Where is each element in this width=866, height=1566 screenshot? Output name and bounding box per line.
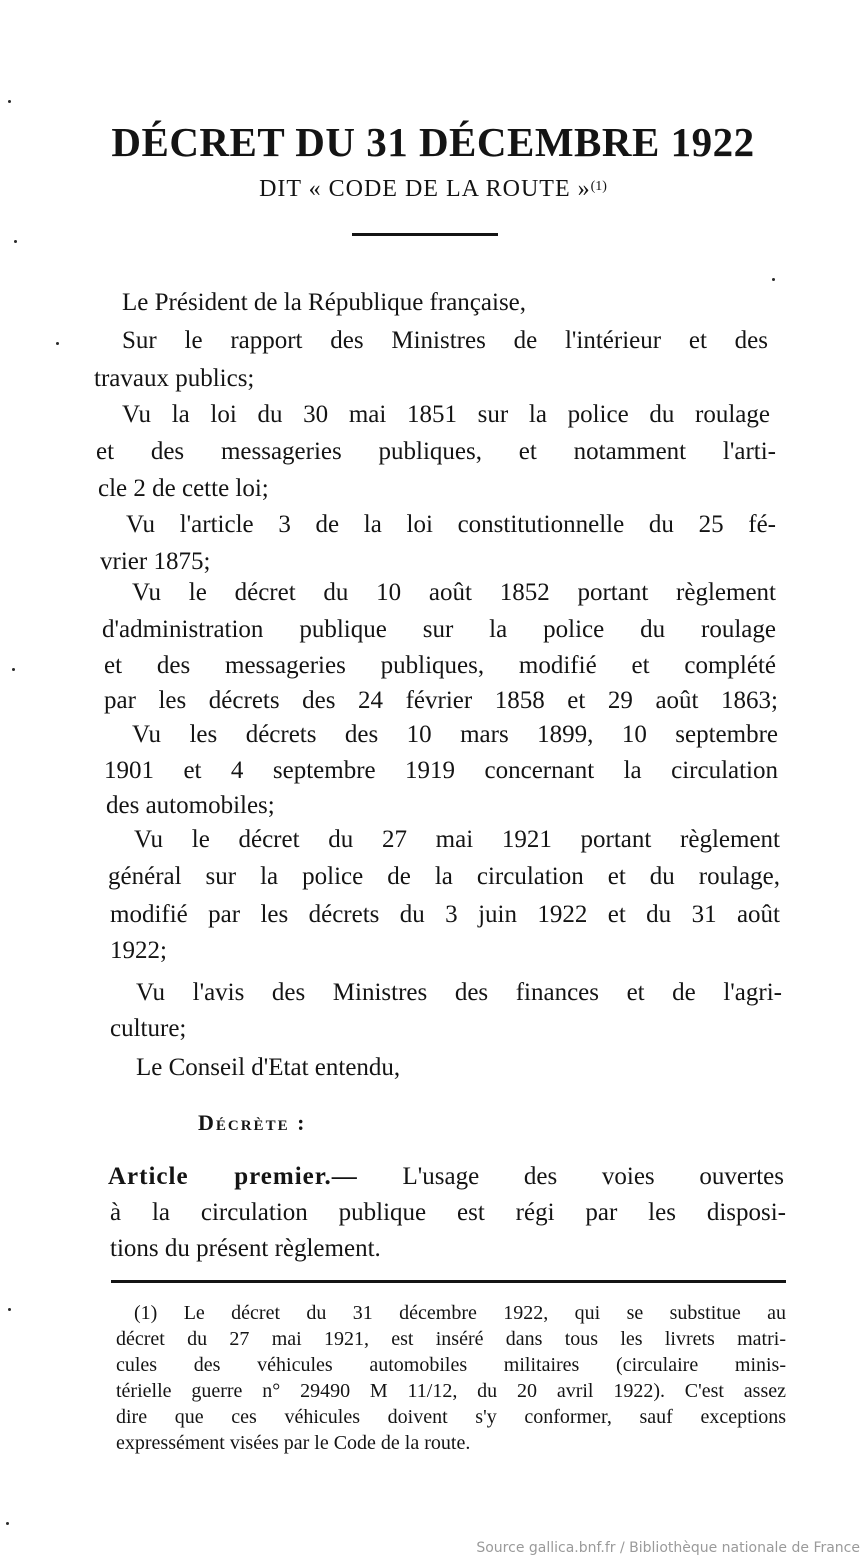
scan-speck [12, 668, 15, 671]
body-line: par les décrets des 24 février 1858 et 29 août 1863; [104, 687, 778, 714]
body-line: et des messageries publiques, modifié et complété [104, 652, 776, 679]
article-text: L'usage des voies ouvertes [402, 1163, 785, 1190]
scan-speck [8, 1308, 11, 1311]
article-heading: Article premier.— [108, 1163, 358, 1190]
scan-speck [8, 100, 11, 103]
body-line: général sur la police de la circulation et du roulage, [108, 863, 780, 890]
article-line: tions du présent règlement. [110, 1235, 381, 1262]
footnote-line: dire que ces véhicules doivent s'y conformer, sauf exceptions [116, 1406, 786, 1428]
body-line: Vu les décrets des 10 mars 1899, 10 septembre [132, 721, 778, 748]
body-line: travaux publics; [94, 365, 255, 392]
body-line: Le Président de la République française, [122, 289, 527, 316]
body-line: Le Conseil d'Etat entendu, [136, 1054, 401, 1081]
footnote-divider [111, 1280, 786, 1283]
body-line: et des messageries publiques, et notamment l'arti- [96, 438, 776, 465]
scan-speck [14, 240, 17, 243]
article-line: à la circulation publique est régi par les disposi- [110, 1199, 786, 1226]
body-line: cle 2 de cette loi; [98, 475, 269, 502]
body-line: modifié par les décrets du 3 juin 1922 et du 31 août [110, 901, 780, 928]
footnote-line: (1) Le décret du 31 décembre 1922, qui se substitue au [134, 1302, 786, 1324]
footnote-line: cules des véhicules automobiles militaires (circulaire minis- [116, 1354, 786, 1376]
body-line: culture; [110, 1015, 187, 1042]
body-line: des automobiles; [106, 792, 275, 819]
body-line: Vu le décret du 27 mai 1921 portant règlement [134, 826, 780, 853]
body-line: Vu la loi du 30 mai 1851 sur la police du roulage [122, 401, 770, 428]
scan-speck [772, 278, 775, 281]
subtitle-text: DIT « CODE DE LA ROUTE » [259, 176, 591, 202]
body-line: Vu l'avis des Ministres des finances et de l'agri- [136, 979, 782, 1006]
body-line: Vu l'article 3 de la loi constitutionnelle du 25 fé- [126, 511, 776, 538]
page-title: DÉCRET DU 31 DÉCEMBRE 1922 [111, 119, 755, 165]
scan-speck [6, 1522, 9, 1525]
source-attribution: Source gallica.bnf.fr / Bibliothèque nationale de France [476, 1540, 860, 1556]
body-line: vrier 1875; [100, 548, 211, 575]
scan-speck [56, 342, 59, 345]
footnote-line: térielle guerre n° 29490 M 11/12, du 20 avril 1922). C'est assez [116, 1380, 786, 1402]
article-first-line [108, 1162, 784, 1192]
footnote-line: expressément visées par le Code de la route. [116, 1432, 471, 1454]
body-line: 1901 et 4 septembre 1919 concernant la circulation [104, 757, 778, 784]
body-line: d'administration publique sur la police du roulage [102, 616, 776, 643]
body-line: Vu le décret du 10 août 1852 portant règlement [132, 579, 776, 606]
decrete-heading: Décrète : [198, 1110, 307, 1135]
body-line: 1922; [110, 937, 167, 964]
footnote-reference: (1) [590, 179, 607, 194]
body-line: Sur le rapport des Ministres de l'intérieur et des [122, 327, 768, 354]
title-divider [352, 233, 498, 236]
page-subtitle [0, 176, 866, 203]
footnote-line: décret du 27 mai 1921, est inséré dans tous les livrets matri- [116, 1328, 786, 1350]
